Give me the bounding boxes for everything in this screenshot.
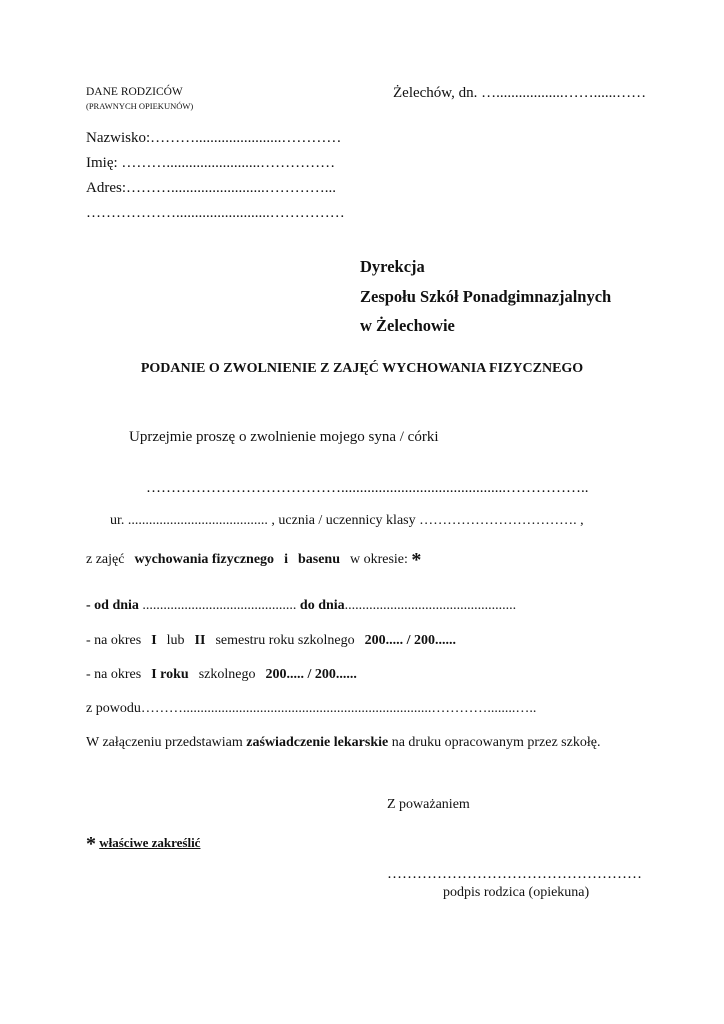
option-semester — [86, 633, 456, 649]
footnote-asterisk: * — [86, 833, 96, 855]
first-name-field: Imię: ……….........................…………… — [86, 155, 336, 171]
attachment-line — [86, 735, 600, 751]
signature-label: podpis rodzica (opiekuna) — [443, 885, 590, 900]
to-label: do dnia — [299, 598, 345, 613]
student-name-line: …………………………………............................................…………….. — [146, 480, 589, 496]
subject-pe: wychowania fizycznego — [134, 552, 275, 567]
guardians-label: (PRAWNYCH OPIEKUNÓW) — [86, 101, 194, 111]
address-field: Adres:……….........................…………... — [86, 180, 336, 196]
opt2-years: 200..... / 200...... — [364, 633, 457, 648]
regards-text: Z poważaniem — [387, 797, 470, 812]
opt2-middle: semestru roku szkolnego — [215, 633, 355, 648]
option-year — [86, 667, 357, 683]
option-date-range — [86, 598, 516, 614]
subject-period: w okresie: — [349, 552, 408, 567]
to-dots: ................................................. — [344, 598, 517, 613]
opt3-years: 200..... / 200...... — [265, 667, 357, 682]
opt2-roman-1: I — [151, 633, 157, 648]
document-title: PODANIE O ZWOLNIENIE Z ZAJĘĆ WYCHOWANIA FIZYCZNEGO — [140, 361, 584, 376]
subject-and: i — [284, 552, 288, 567]
opt3-prefix: - na okres — [86, 667, 142, 682]
subject-pool: basenu — [297, 552, 340, 567]
request-text: Uprzejmie proszę o zwolnienie mojego syna / córki — [129, 429, 439, 445]
recipient-line-2: Zespołu Szkół Ponadgimnazjalnych — [360, 287, 612, 306]
signature-line: …………………………………………… — [387, 866, 642, 882]
asterisk-mark: * — [411, 549, 422, 571]
subject-prefix: z zajęć — [86, 552, 125, 567]
place-date-line: Żelechów, dn. …..................……......…… — [393, 85, 647, 101]
parents-data-label: DANE RODZICÓW — [86, 86, 183, 98]
attachment-suffix: na druku opracowanym przez szkołę. — [391, 735, 601, 750]
attachment-bold: zaświadczenie lekarskie — [246, 735, 389, 750]
recipient-line-1: Dyrekcja — [360, 257, 425, 276]
birth-class-line: ur. ........................................ , ucznia / uczennicy klasy ……………………………. , — [110, 513, 584, 528]
footnote-text: właściwe zakreślić — [99, 835, 201, 850]
opt2-roman-2: II — [194, 633, 206, 648]
from-label: - od dnia — [86, 598, 139, 613]
attachment-prefix: W załączeniu przedstawiam — [86, 735, 243, 750]
opt3-year: I roku — [151, 667, 189, 682]
recipient-line-3: w Żelechowie — [360, 316, 455, 335]
opt2-prefix: - na okres — [86, 633, 142, 648]
footnote — [86, 833, 200, 856]
surname-field: Nazwisko:……….......................………… — [86, 130, 342, 146]
opt3-middle: szkolnego — [198, 667, 256, 682]
opt2-or: lub — [166, 633, 185, 648]
subject-line — [86, 549, 421, 572]
from-dots: ............................................ — [138, 598, 297, 613]
address-field-2: ……………….........................…………… — [86, 205, 345, 221]
reason-line: z powodu……….......................................................................…………........….. — [86, 701, 537, 716]
